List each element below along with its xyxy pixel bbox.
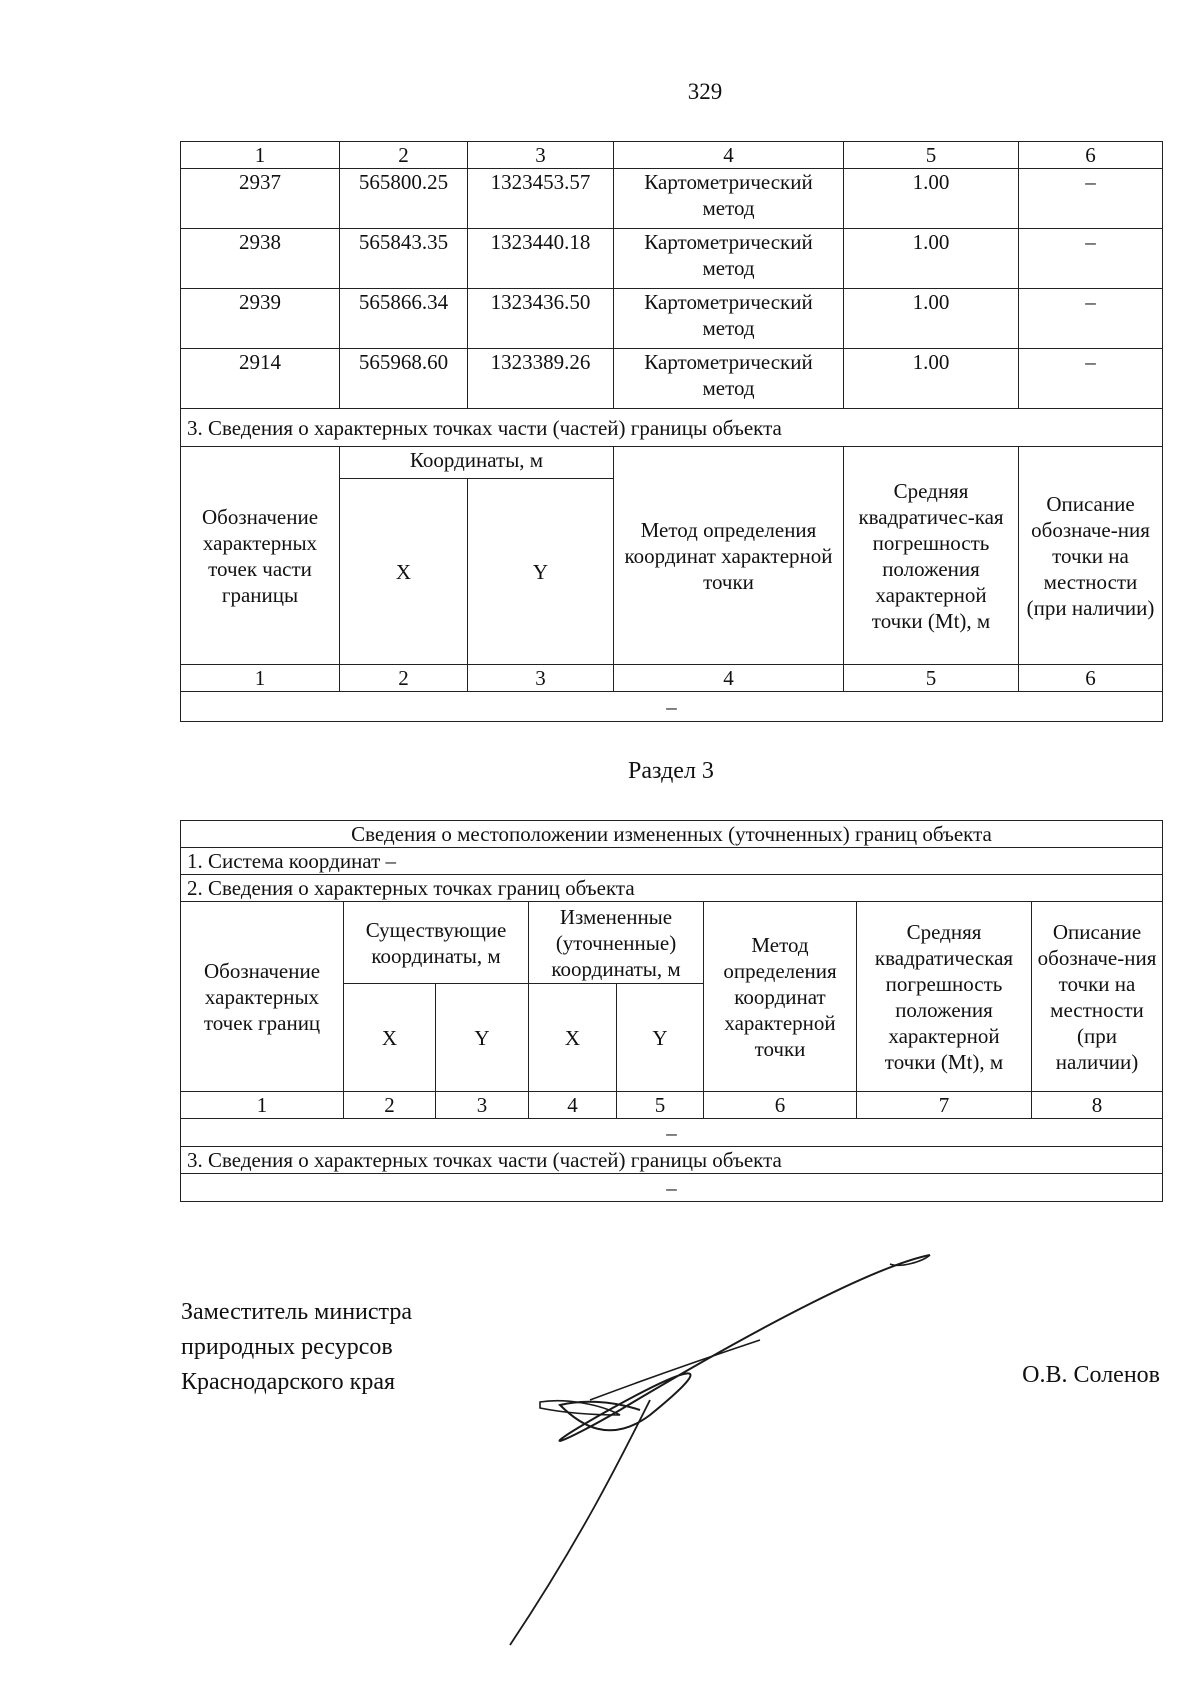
point-y: 1323440.18 — [468, 229, 614, 289]
col-number: 6 — [1019, 665, 1163, 692]
handwritten-signature — [470, 1250, 940, 1650]
header-error: Средняя квадратическая погрешность положения характерной точки (Mt), м — [857, 902, 1032, 1092]
column-number-row — [181, 142, 1163, 169]
column-number-row — [181, 1092, 1163, 1119]
header-existing-coordinates: Существующие координаты, м — [344, 902, 529, 984]
col-number: 8 — [1032, 1092, 1163, 1119]
signatory-line: Заместитель министра — [181, 1299, 412, 1325]
header-changed-coordinates: Измененные (уточненные) координаты, м — [529, 902, 704, 984]
table-changed-boundaries — [180, 820, 1163, 1202]
header-description: Описание обозначе-ния точки на местности (при наличии) — [1019, 447, 1163, 665]
col-number: 7 — [857, 1092, 1032, 1119]
point-method: Картометрический метод — [614, 229, 844, 289]
header-error: Средняя квадратичес-кая погрешность положения характерной точки (Mt), м — [844, 447, 1019, 665]
point-y: 1323389.26 — [468, 349, 614, 409]
point-y: 1323453.57 — [468, 169, 614, 229]
part-points-heading: 3. Сведения о характерных точках части (частей) границы объекта — [181, 1147, 1163, 1174]
col-number: 3 — [436, 1092, 529, 1119]
header-designation: Обозначение характерных точек границ — [181, 902, 344, 1092]
signatory-name: О.В. Соленов — [1022, 1362, 1160, 1388]
point-id: 2937 — [181, 169, 340, 229]
header-y: Y — [617, 984, 704, 1092]
header-y: Y — [436, 984, 529, 1092]
col-number: 6 — [1019, 142, 1163, 169]
signatory-position — [181, 1295, 412, 1400]
point-x: 565800.25 — [340, 169, 468, 229]
col-number: 4 — [614, 665, 844, 692]
header-x: X — [344, 984, 436, 1092]
point-method: Картометрический метод — [614, 169, 844, 229]
col-number: 1 — [181, 665, 340, 692]
col-number: 4 — [529, 1092, 617, 1119]
header-description: Описание обозначе-ния точки на местности (при наличии) — [1032, 902, 1163, 1092]
header-coordinates: Координаты, м — [340, 447, 614, 479]
point-method: Картометрический метод — [614, 289, 844, 349]
point-x: 565866.34 — [340, 289, 468, 349]
col-number: 2 — [340, 142, 468, 169]
table-row — [181, 349, 1163, 409]
point-error: 1.00 — [844, 349, 1019, 409]
header-x: X — [340, 479, 468, 665]
col-number: 5 — [844, 142, 1019, 169]
header-method: Метод определения координат характерной точки — [704, 902, 857, 1092]
header-y: Y — [468, 479, 614, 665]
point-x: 565968.60 — [340, 349, 468, 409]
col-number: 1 — [181, 1092, 344, 1119]
col-number: 5 — [617, 1092, 704, 1119]
point-y: 1323436.50 — [468, 289, 614, 349]
table-row — [181, 289, 1163, 349]
column-number-row — [181, 665, 1163, 692]
part-points-heading: 3. Сведения о характерных точках части (частей) границы объекта — [181, 409, 1163, 447]
col-number: 2 — [340, 665, 468, 692]
col-number: 3 — [468, 142, 614, 169]
col-number: 3 — [468, 665, 614, 692]
point-id: 2939 — [181, 289, 340, 349]
header-method: Метод определения координат характерной точки — [614, 447, 844, 665]
table-row — [181, 169, 1163, 229]
signatory-line: природных ресурсов — [181, 1334, 393, 1360]
table-title: Сведения о местоположении измененных (уточненных) границ объекта — [181, 821, 1163, 848]
point-description: – — [1019, 289, 1163, 349]
empty-marker: – — [181, 692, 1163, 722]
section-title: Раздел 3 — [628, 758, 714, 784]
col-number: 4 — [614, 142, 844, 169]
point-id: 2914 — [181, 349, 340, 409]
point-description: – — [1019, 349, 1163, 409]
col-number: 2 — [344, 1092, 436, 1119]
point-method: Картометрический метод — [614, 349, 844, 409]
coordinate-system: 1. Система координат – — [181, 848, 1163, 875]
point-error: 1.00 — [844, 169, 1019, 229]
empty-marker: – — [181, 1174, 1163, 1202]
point-error: 1.00 — [844, 289, 1019, 349]
header-designation: Обозначение характерных точек части границы — [181, 447, 340, 665]
point-error: 1.00 — [844, 229, 1019, 289]
point-description: – — [1019, 229, 1163, 289]
point-x: 565843.35 — [340, 229, 468, 289]
col-number: 1 — [181, 142, 340, 169]
empty-marker: – — [181, 1119, 1163, 1147]
col-number: 6 — [704, 1092, 857, 1119]
page-number: 329 — [687, 79, 723, 104]
header-x: X — [529, 984, 617, 1092]
table-coordinates-continued — [180, 141, 1163, 722]
table-row — [181, 229, 1163, 289]
signatory-line: Краснодарского края — [181, 1369, 396, 1395]
point-description: – — [1019, 169, 1163, 229]
points-heading: 2. Сведения о характерных точках границ объекта — [181, 875, 1163, 902]
col-number: 5 — [844, 665, 1019, 692]
point-id: 2938 — [181, 229, 340, 289]
